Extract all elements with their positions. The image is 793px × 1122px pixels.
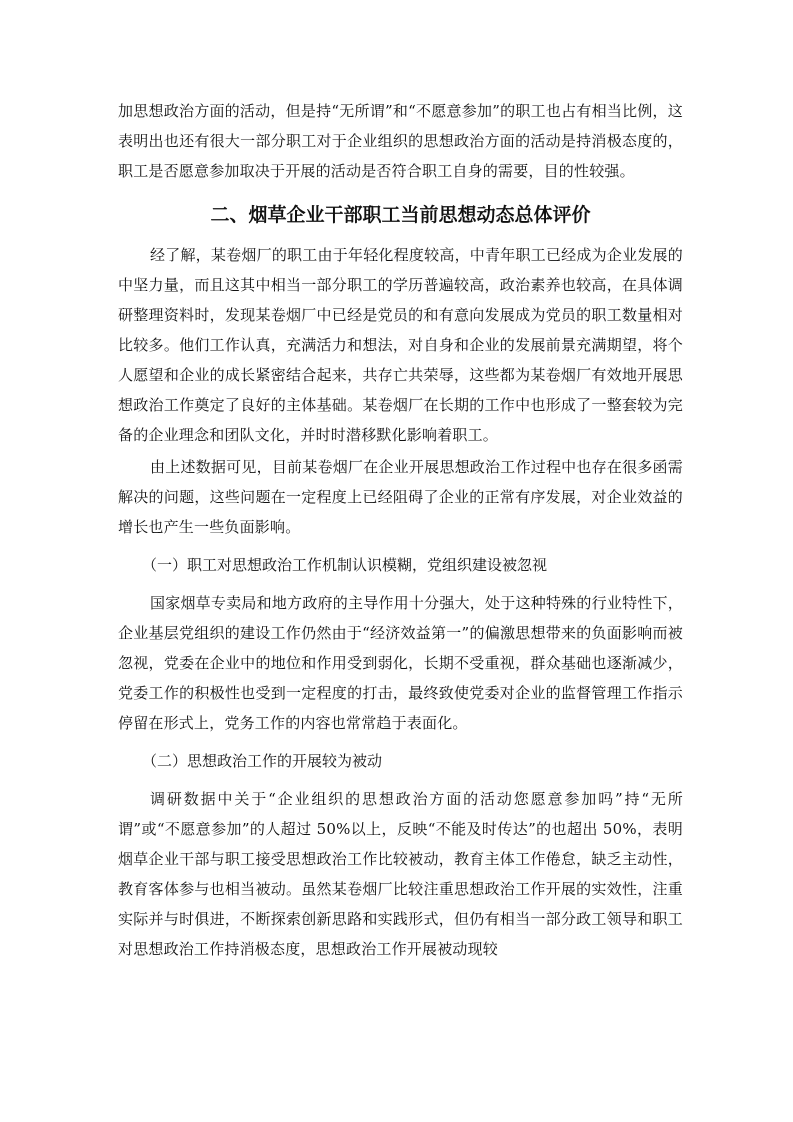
paragraph-continuation: 加思想政治方面的活动，但是持“无所谓”和“不愿意参加”的职工也占有相当比例，这表明出也还有很大一部分职工对于企业组织的思想政治方面的活动是持消极态度的，职工是否愿意参加取决于开展的活动是否符合职工自身的需要，目的性较强。	[118, 102, 683, 180]
paragraph-party-organization: 国家烟草专卖局和地方政府的主导作用十分强大，处于这种特殊的行业特性下，企业基层党组织的建设工作仍然由于“经济效益第一”的偏激思想带来的负面影响而被忽视，党委在企业中的地位和作用受到弱化，长期不受重视，群众基础也逐渐减少，党委工作的积极性也受到一定程度的打击，最终致使党委对企业的监督管理工作指示停留在形式上，党务工作的内容也常常趋于表面化。	[118, 594, 683, 732]
section-heading: 二、烟草企业干部职工当前思想动态总体评价	[210, 204, 591, 226]
paragraph-survey-data: 调研数据中关于“企业组织的思想政治方面的活动您愿意参加吗”持“无所谓”或“不愿意参加”的人超过 50%以上，反映“不能及时传达”的也超出 50%，表明烟草企业干部与职工接受思想政治工作比较被动，教育主体工作倦怠，缺乏主动性，教育客体参与也相当被动。虽然某卷烟厂比较注重思想政治工作开展的实效性，注重实际并与时俱进，不断探索创新思路和实践形式，但仍有相当一部分政工领导和职工对思想政治工作持消极态度，思想政治工作开展被动现较	[118, 790, 683, 958]
subheading-passive-work: （二）思想政治工作的开展较为被动	[142, 752, 383, 770]
paragraph-problems-summary: 由上述数据可见，目前某卷烟厂在企业开展思想政治工作过程中也存在很多函需解决的问题，这些问题在一定程度上已经阻碍了企业的正常有序发展，对企业效益的增长也产生一些负面影响。	[118, 458, 683, 536]
paragraph-employee-overview: 经了解，某卷烟厂的职工由于年轻化程度较高，中青年职工已经成为企业发展的中坚力量，而且这其中相当一部分职工的学历普遍较高，政治素养也较高，在具体调研整理资料时，发现某卷烟厂中已经是党员的和有意向发展成为党员的职工数量相对比较多。他们工作认真，充满活力和想法，对自身和企业的发展前景充满期望，将个人愿望和企业的成长紧密结合起来，共存亡共荣辱，这些都为某卷烟厂有效地开展思想政治工作奠定了良好的主体基础。某卷烟厂在长期的工作中也形成了一整套较为完备的企业理念和团队文化，并时时潜移默化影响着职工。	[118, 246, 683, 444]
subheading-party-organization: （一）职工对思想政治工作机制认识模糊，党组织建设被忽视	[142, 556, 548, 574]
